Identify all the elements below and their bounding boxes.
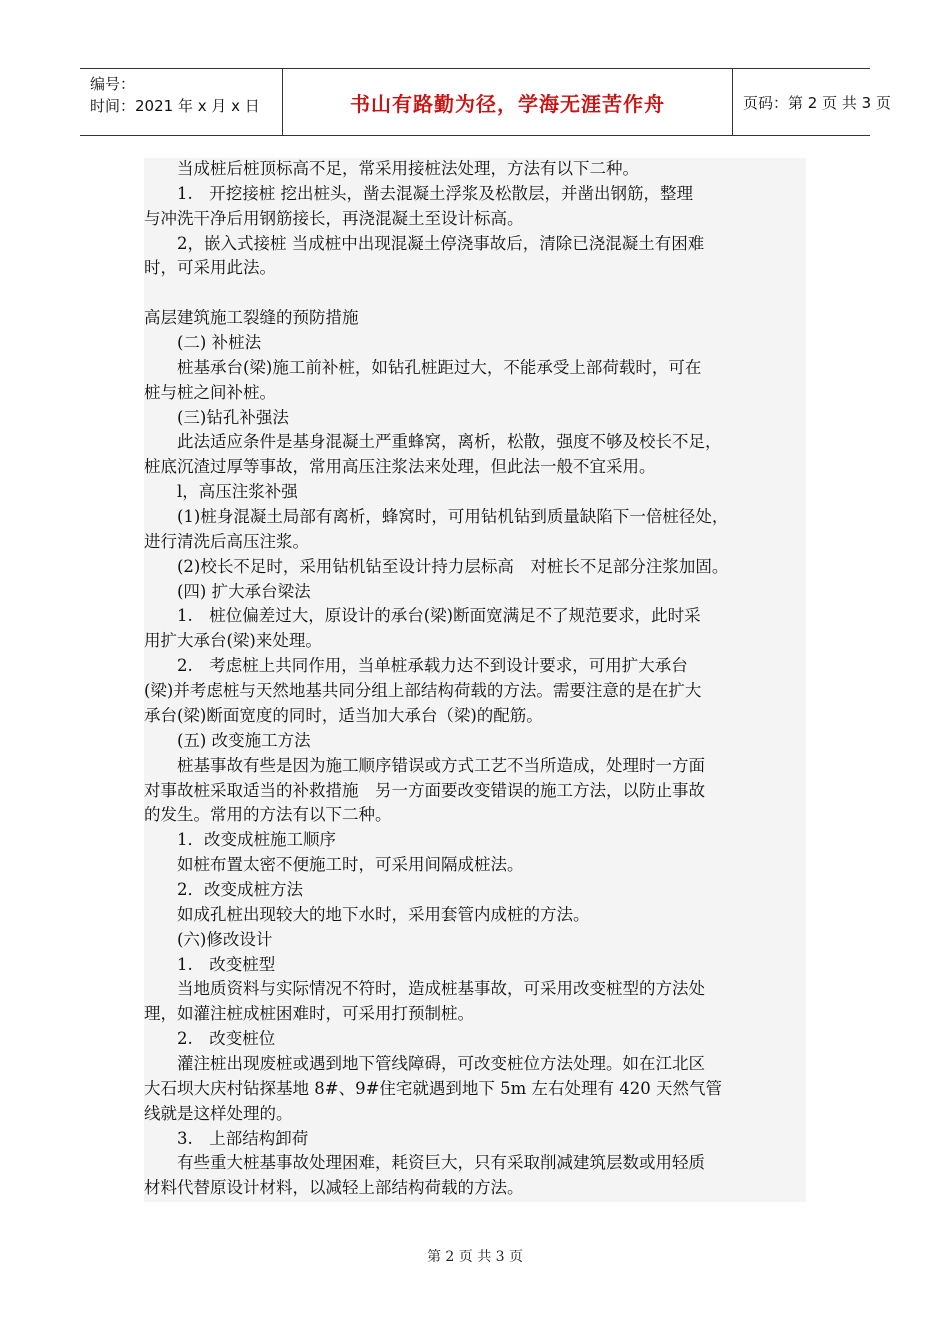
text-line: 2，嵌入式接桩 当成桩中出现混凝土停浇事故后，清除已浇混凝土有困难 — [144, 233, 705, 253]
text-line: 此法适应条件是基身混凝土严重蜂窝，离析，松散，强度不够及校长不足， — [144, 432, 722, 452]
text-line: (1)桩身混凝土局部有离析，蜂窝时，可用钻机钻到质量缺陷下一倍桩径处， — [144, 507, 729, 527]
text-line: 如成孔桩出现较大的地下水时，采用套管内成桩的方法。 — [144, 904, 590, 924]
text-line: 如桩布置太密不便施工时，可采用间隔成桩法。 — [144, 855, 524, 875]
text-line: 承台(梁)断面宽度的同时，适当加大承台（梁)的配筋。 — [144, 705, 543, 725]
text-line: 桩与桩之间补桩。 — [144, 382, 276, 402]
text-line: 的发生。常用的方法有以下二种。 — [144, 805, 392, 825]
text-line: (2)校长不足时，采用钻机钻至设计持力层标高 对桩长不足部分注浆加固。 — [144, 556, 729, 576]
text-line: 用扩大承台(梁)来处理。 — [144, 631, 322, 651]
text-line: 3. 上部结构卸荷 — [144, 1128, 309, 1148]
text-line: 进行清洗后高压注浆。 — [144, 531, 309, 551]
text-line: 1. 改变桩型 — [144, 954, 276, 974]
text-line: 时，可采用此法。 — [144, 258, 276, 278]
text-line: 高层建筑施工裂缝的预防措施 — [144, 308, 359, 328]
text-line: 与冲洗干净后用钢筋接长，再浇混凝土至设计标高。 — [144, 208, 524, 228]
text-line: 桩基事故有些是因为施工顺序错误或方式工艺不当所造成，处理时一方面 — [144, 755, 705, 775]
text-line: 桩基承台(梁)施工前补桩，如钻孔桩距过大，不能承受上部荷载时，可在 — [144, 357, 702, 377]
text-line: 2. 考虑桩上共同作用，当单桩承载力达不到设计要求，可用扩大承台 — [144, 656, 688, 676]
text-line: 对事故桩采取适当的补救措施 另一方面要改变错误的施工方法，以防止事故 — [144, 780, 705, 800]
text-line: 灌注桩出现废桩或遇到地下管线障碍，可改变桩位方法处理。如在江北区 — [144, 1053, 705, 1073]
text-line: 大石坝大庆村钻探基地 8#、9#住宅就遇到地下 5m 左右处理有 420 天然气管 — [144, 1078, 723, 1098]
document-body — [144, 158, 806, 1202]
text-line: 桩底沉渣过厚等事故，常用高压注浆法来处理，但此法一般不宜采用。 — [144, 457, 656, 477]
text-line: 理，如灌注桩成桩困难时，可采用打预制桩。 — [144, 1004, 474, 1024]
text-line: 材料代替原设计材料，以减轻上部结构荷载的方法。 — [144, 1178, 524, 1198]
time-text: 时间：2021 年 x 月 x 日 — [90, 97, 260, 115]
page-footer: 第 2 页 共 3 页 — [426, 1249, 524, 1265]
text-line: 2. 改变桩位 — [144, 1029, 276, 1049]
text-line: 当地质资料与实际情况不符时，造成桩基事故，可采用改变桩型的方法处 — [144, 979, 705, 999]
page-header — [80, 68, 891, 136]
text-line: 线就是这样处理的。 — [144, 1103, 293, 1123]
header-meta — [80, 69, 283, 135]
text-line: (三)钻孔补强法 — [144, 407, 289, 427]
text-line: 有些重大桩基事故处理困难，耗资巨大，只有采取削减建筑层数或用轻质 — [144, 1153, 705, 1173]
header-motto: 书山有路勤为径，学海无涯苦作舟 — [283, 69, 733, 135]
text-line: 1. 桩位偏差过大，原设计的承台(梁)断面宽满足不了规范要求，此时采 — [144, 606, 701, 626]
text-line: l，高压注浆补强 — [144, 482, 298, 502]
text-line: (五) 改变施工方法 — [144, 730, 311, 750]
text-line: 当成桩后桩顶标高不足，常采用接桩法处理，方法有以下二种。 — [144, 159, 639, 178]
text-line: (梁)并考虑桩与天然地基共同分组上部结构荷载的方法。需要注意的是在扩大 — [144, 681, 702, 701]
header-page-info: 页码：第 2 页 共 3 页 — [743, 93, 891, 112]
text-line: 2．改变成桩方法 — [144, 879, 303, 899]
text-line: 1．改变成桩施工顺序 — [144, 830, 336, 850]
serial-label: 编号： — [90, 75, 136, 93]
text-line: 1. 开挖接桩 挖出桩头，凿去混凝土浮浆及松散层，并凿出钢筋，整理 — [144, 183, 693, 203]
text-line: (二) 补桩法 — [144, 333, 262, 353]
text-line: (六)修改设计 — [144, 929, 273, 949]
text-line: (四) 扩大承台梁法 — [144, 581, 311, 601]
